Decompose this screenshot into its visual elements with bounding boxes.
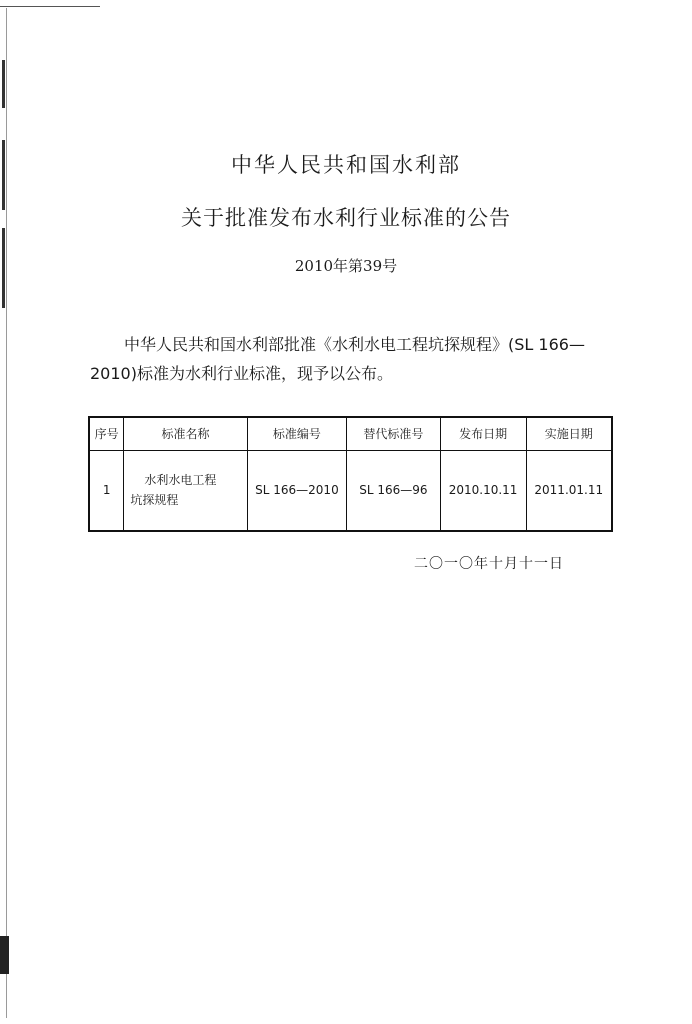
table-header-row xyxy=(89,417,612,450)
standard-name-line2: 坑探规程 xyxy=(130,493,179,508)
standards-table xyxy=(88,416,613,532)
cell-standard-code: SL 166—2010 xyxy=(247,450,347,531)
header-publish-date: 发布日期 xyxy=(440,417,526,450)
cell-publish-date: 2010.10.11 xyxy=(440,450,526,531)
header-code: 标准编号 xyxy=(247,417,347,450)
header-replaces: 替代标准号 xyxy=(347,417,440,450)
header-name: 标准名称 xyxy=(124,417,247,450)
announcement-number: 2010年第39号 xyxy=(294,257,398,275)
scan-edge-bar xyxy=(0,936,9,974)
signature-date: 二〇一〇年十月十一日 xyxy=(414,556,564,572)
ministry-title: 中华人民共和国水利部 xyxy=(231,153,461,177)
cell-index: 1 xyxy=(89,450,124,531)
header-effective-date: 实施日期 xyxy=(526,417,612,450)
scan-edge-mark xyxy=(2,60,5,108)
header-index: 序号 xyxy=(89,417,124,450)
standard-name-line1: 水利水电工程 xyxy=(144,473,217,488)
announcement-title: 关于批准发布水利行业标准的公告 xyxy=(181,206,511,230)
scan-top-rule xyxy=(0,6,100,7)
cell-effective-date: 2011.01.11 xyxy=(526,450,612,531)
announcement-body: 中华人民共和国水利部批准《水利水电工程坑探规程》(SL 166—2010)标准为水利行业标准，现予以公布。 xyxy=(90,335,585,383)
table-row xyxy=(89,450,612,531)
cell-replaces: SL 166—96 xyxy=(347,450,440,531)
cell-standard-name xyxy=(124,450,247,531)
